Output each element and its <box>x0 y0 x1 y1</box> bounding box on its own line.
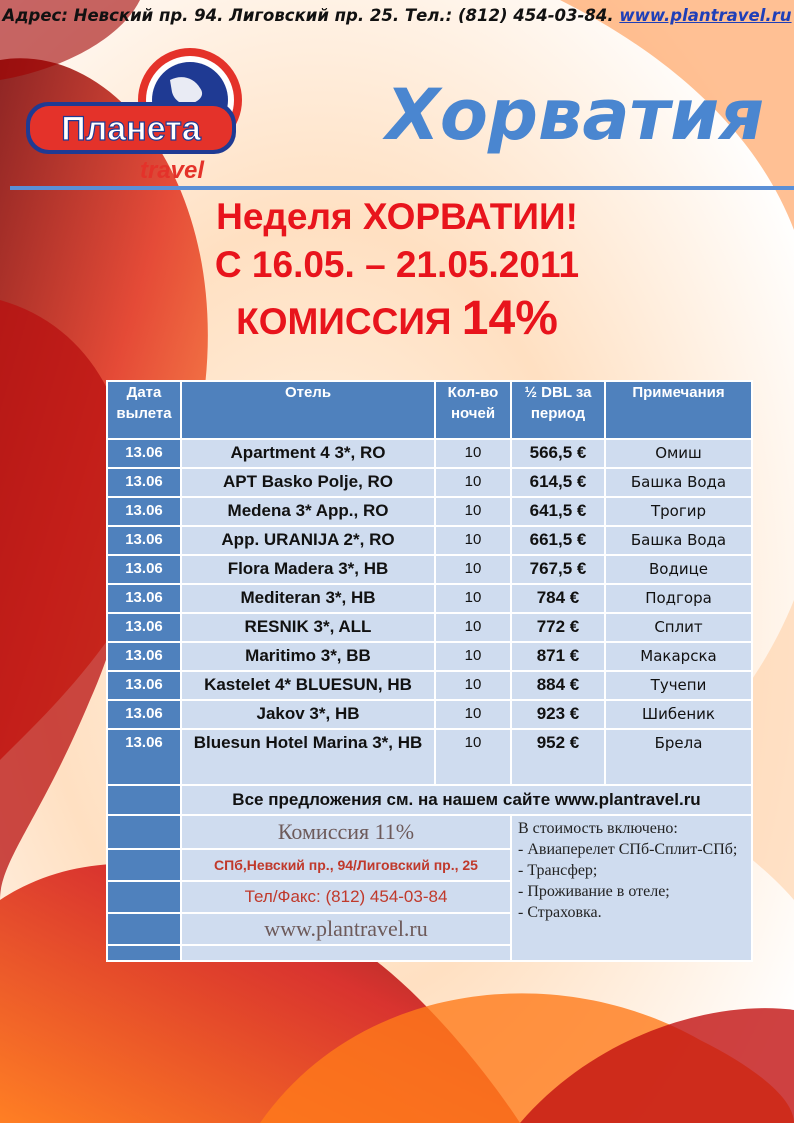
row-hotel: Medena 3* App., RO <box>181 497 435 526</box>
row-nights: 10 <box>435 439 511 468</box>
promo-line-2: С 16.05. – 21.05.2011 <box>214 244 580 285</box>
included-item: - Авиаперелет СПб-Сплит-СПб; <box>518 841 738 858</box>
website-link[interactable]: www.plantravel.ru <box>619 6 792 25</box>
row-note: Тучепи <box>605 671 752 700</box>
row-note: Макарска <box>605 642 752 671</box>
blank-cell <box>181 945 511 961</box>
row-date: 13.06 <box>107 526 181 555</box>
address-text: Адрес: Невский пр. 94. Лиговский пр. 25. Тел.: (812) 454-03-84. <box>2 6 614 25</box>
header-date: Дата вылета <box>107 381 181 439</box>
blank-cell <box>107 913 181 945</box>
header-divider <box>10 186 794 190</box>
table-row <box>107 526 752 555</box>
row-nights: 10 <box>435 729 511 785</box>
table-row <box>107 729 752 785</box>
site-banner: Все предложения см. на нашем сайте www.plantravel.ru <box>181 785 752 815</box>
offers-table <box>106 380 753 962</box>
office-address: СПб,Невский пр., 94/Лиговский пр., 25 <box>181 849 511 881</box>
row-hotel: Kastelet 4* BLUESUN, HB <box>181 671 435 700</box>
table-row <box>107 468 752 497</box>
info-row <box>107 815 752 849</box>
promo-block <box>0 194 794 351</box>
row-price: 871 € <box>511 642 605 671</box>
row-note: Шибеник <box>605 700 752 729</box>
banner-row <box>107 785 752 815</box>
header-price: ½ DBL за период <box>511 381 605 439</box>
row-note: Подгора <box>605 584 752 613</box>
promo-commission-label: КОМИССИЯ <box>236 301 452 342</box>
row-note: Башка Вода <box>605 468 752 497</box>
included-title: В стоимость включено: <box>518 820 678 837</box>
row-date: 13.06 <box>107 555 181 584</box>
row-nights: 10 <box>435 526 511 555</box>
row-note: Сплит <box>605 613 752 642</box>
row-nights: 10 <box>435 497 511 526</box>
row-hotel: Apartment 4 3*, RO <box>181 439 435 468</box>
office-website[interactable]: www.plantravel.ru <box>181 913 511 945</box>
row-note: Трогир <box>605 497 752 526</box>
included-services <box>511 815 752 961</box>
blank-cell <box>107 815 181 849</box>
blank-cell <box>107 785 181 815</box>
header-nights: Кол-во ночей <box>435 381 511 439</box>
row-date: 13.06 <box>107 497 181 526</box>
row-nights: 10 <box>435 642 511 671</box>
row-price: 923 € <box>511 700 605 729</box>
row-price: 772 € <box>511 613 605 642</box>
row-price: 661,5 € <box>511 526 605 555</box>
row-date: 13.06 <box>107 468 181 497</box>
row-price: 641,5 € <box>511 497 605 526</box>
logo-sub: travel <box>139 157 205 184</box>
row-price: 884 € <box>511 671 605 700</box>
country-title: Хорватия <box>385 74 765 156</box>
row-date: 13.06 <box>107 642 181 671</box>
promo-line-1: Неделя ХОРВАТИИ! <box>216 196 578 237</box>
row-note: Брела <box>605 729 752 785</box>
row-hotel: Flora Madera 3*, HB <box>181 555 435 584</box>
header-hotel: Отель <box>181 381 435 439</box>
row-note: Водице <box>605 555 752 584</box>
row-date: 13.06 <box>107 584 181 613</box>
row-nights: 10 <box>435 584 511 613</box>
row-date: 13.06 <box>107 439 181 468</box>
address-line <box>0 6 794 25</box>
row-hotel: Maritimo 3*, BB <box>181 642 435 671</box>
promo-commission-value: 14% <box>461 292 558 345</box>
row-hotel: RESNIK 3*, ALL <box>181 613 435 642</box>
blank-cell <box>107 881 181 913</box>
table-row <box>107 497 752 526</box>
table-row <box>107 613 752 642</box>
header-notes: Примечания <box>605 381 752 439</box>
row-nights: 10 <box>435 671 511 700</box>
row-hotel: Mediteran 3*, HB <box>181 584 435 613</box>
table-header-row <box>107 381 752 439</box>
table-row <box>107 584 752 613</box>
table-row <box>107 439 752 468</box>
row-hotel: Jakov 3*, HB <box>181 700 435 729</box>
row-price: 767,5 € <box>511 555 605 584</box>
row-price: 614,5 € <box>511 468 605 497</box>
row-hotel: Bluesun Hotel Marina 3*, HB <box>181 729 435 785</box>
office-phone: Тел/Факс: (812) 454-03-84 <box>181 881 511 913</box>
row-hotel: APT Basko Polje, RO <box>181 468 435 497</box>
commission-note: Комиссия 11% <box>181 815 511 849</box>
row-date: 13.06 <box>107 700 181 729</box>
row-hotel: App. URANIJA 2*, RO <box>181 526 435 555</box>
planeta-travel-logo <box>22 38 272 188</box>
row-price: 952 € <box>511 729 605 785</box>
row-price: 784 € <box>511 584 605 613</box>
row-date: 13.06 <box>107 729 181 785</box>
included-item: - Проживание в отеле; <box>518 883 670 900</box>
included-item: - Трансфер; <box>518 862 598 879</box>
row-nights: 10 <box>435 555 511 584</box>
table-row <box>107 700 752 729</box>
row-note: Омиш <box>605 439 752 468</box>
blank-cell <box>107 945 181 961</box>
table-row <box>107 555 752 584</box>
table-row <box>107 642 752 671</box>
row-date: 13.06 <box>107 613 181 642</box>
row-price: 566,5 € <box>511 439 605 468</box>
logo-name: Планета <box>61 110 201 148</box>
promo-line-3 <box>0 290 794 351</box>
row-nights: 10 <box>435 700 511 729</box>
row-nights: 10 <box>435 468 511 497</box>
row-nights: 10 <box>435 613 511 642</box>
row-note: Башка Вода <box>605 526 752 555</box>
included-item: - Страховка. <box>518 904 602 921</box>
row-date: 13.06 <box>107 671 181 700</box>
blank-cell <box>107 849 181 881</box>
table-row <box>107 671 752 700</box>
